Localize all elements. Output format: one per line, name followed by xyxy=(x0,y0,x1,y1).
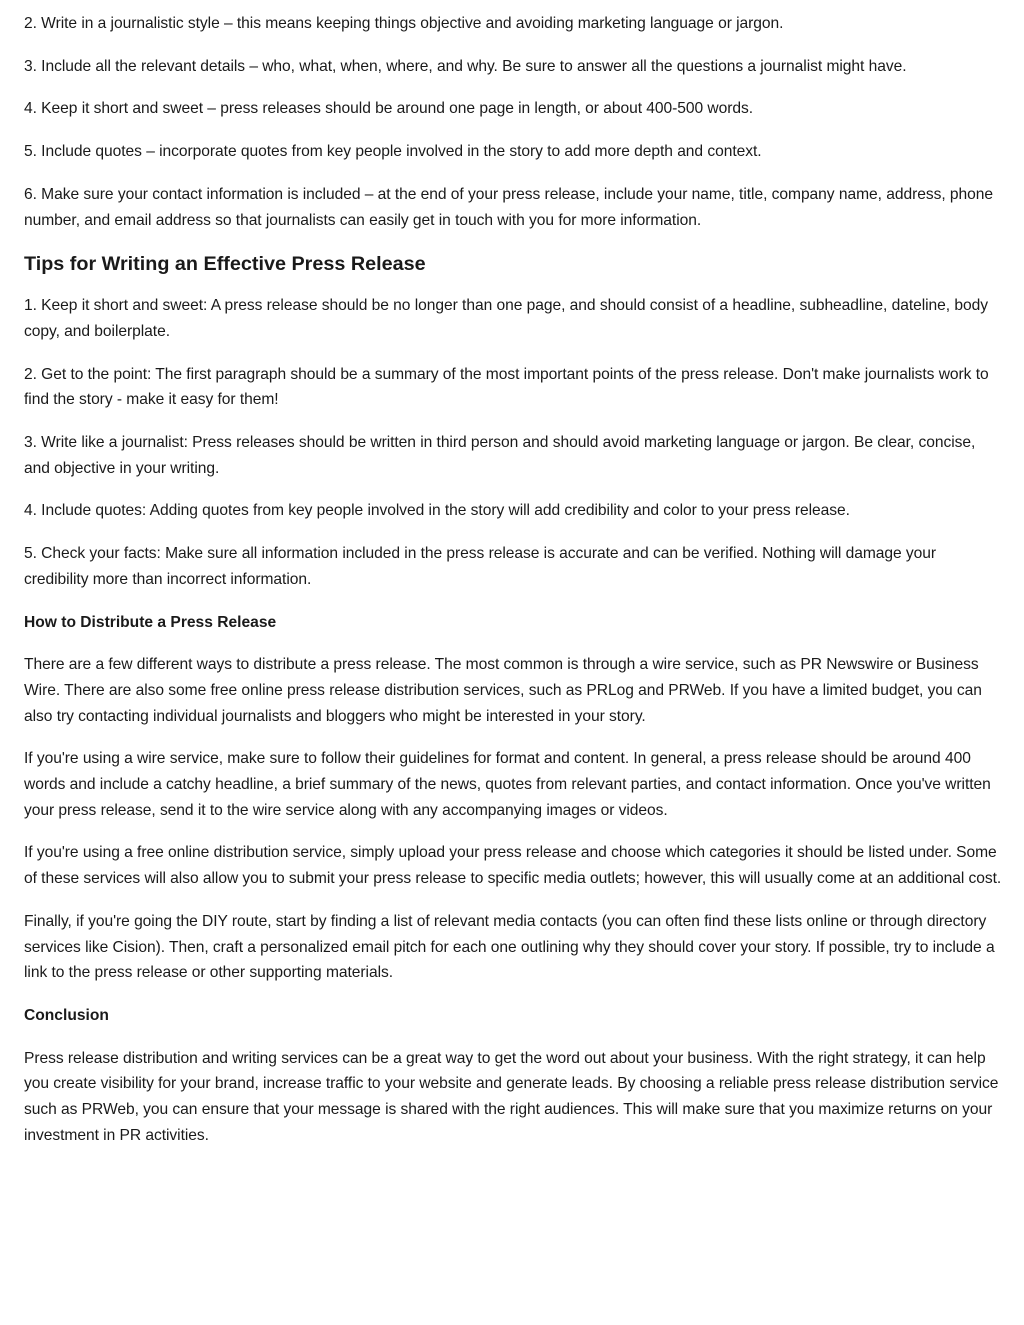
list-item: 3. Include all the relevant details – who, what, when, where, and why. Be sure to answer all the questions a journalist might have. xyxy=(24,57,907,75)
tip-item: 4. Include quotes: Adding quotes from key people involved in the story will add credibility and color to your press release. xyxy=(24,502,850,520)
list-item: 4. Keep it short and sweet – press releases should be around one page in length, or about 400-500 words. xyxy=(24,100,754,118)
distribute-paragraph: There are a few different ways to distribute a press release. The most common is through a wire service, such as PR Newswire or Business Wire. There are also some free online press release distribution services, such as PRLog and PRWeb. If you have a limited budget, you can also try contacting individual journalists and bloggers who might be interested in your story. xyxy=(24,656,982,725)
list-intro-section xyxy=(24,11,1002,233)
tip-item: 5. Check your facts: Make sure all information included in the press release is accurate and can be verified. Nothing will damage your credibility more than incorrect information. xyxy=(24,545,937,588)
distribute-paragraph: If you're using a wire service, make sure to follow their guidelines for format and content. In general, a press release should be around 400 words and include a catchy headline, a brief summary of the news, quotes from relevant parties, and contact information. Once you've written your press release, send it to the wire service along with any accompanying images or videos. xyxy=(24,750,991,819)
tips-section xyxy=(24,250,1002,592)
tip-item: 2. Get to the point: The first paragraph should be a summary of the most important points of the press release. Don't make journalists work to find the story - make it easy for them! xyxy=(24,365,989,409)
list-item: 2. Write in a journalistic style – this means keeping things objective and avoiding marketing language or jargon. xyxy=(24,15,784,32)
list-item: 5. Include quotes – incorporate quotes from key people involved in the story to add more depth and context. xyxy=(24,143,762,161)
distribute-section xyxy=(24,610,1002,986)
tip-item: 1. Keep it short and sweet: A press release should be no longer than one page, and should consist of a headline, subheadline, dateline, body copy, and boilerplate. xyxy=(24,297,988,340)
conclusion-heading: Conclusion xyxy=(24,1006,109,1024)
distribute-heading: How to Distribute a Press Release xyxy=(24,613,277,631)
list-item: 6. Make sure your contact information is included – at the end of your press release, include your name, title, company name, address, phone number, and email address so that journalists can easily get in touch with you for more information. xyxy=(24,185,994,229)
conclusion-paragraph: Press release distribution and writing services can be a great way to get the word out about your business. With the right strategy, it can help you create visibility for your brand, increase traffic to your website and generate leads. By choosing a reliable press release distribution service such as PRWeb, you can ensure that your message is shared with the right audiences. This will make sure that you maximize returns on your investment in PR activities. xyxy=(24,1049,999,1144)
tips-heading: Tips for Writing an Effective Press Release xyxy=(24,253,426,276)
tip-item: 3. Write like a journalist: Press releases should be written in third person and should avoid marketing language or jargon. Be clear, concise, and objective in your writing. xyxy=(24,434,976,477)
conclusion-section xyxy=(24,1003,1002,1149)
distribute-paragraph: Finally, if you're going the DIY route, start by finding a list of relevant media contacts (you can often find these lists online or through directory services like Cision). Then, craft a personalized email pitch for each one outlining why they should cover your story. If possible, try to include a link to the press release or other supporting materials. xyxy=(24,912,995,982)
document-page xyxy=(24,11,1002,1166)
distribute-paragraph: If you're using a free online distribution service, simply upload your press release and choose which categories it should be listed under. Some of these services will also allow you to submit your press release to specific media outlets; however, this will usually come at an additional cost. xyxy=(24,844,1002,888)
